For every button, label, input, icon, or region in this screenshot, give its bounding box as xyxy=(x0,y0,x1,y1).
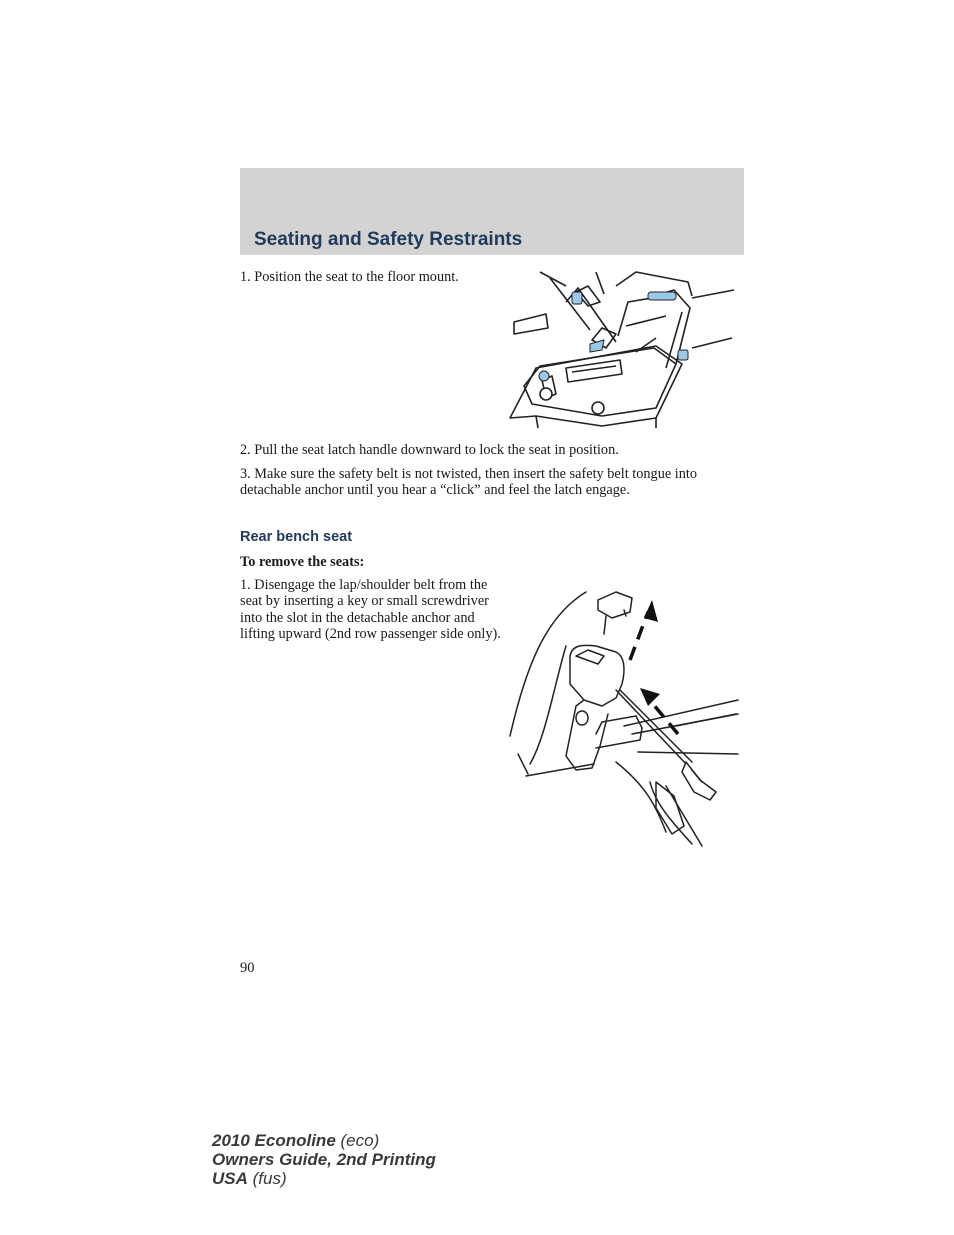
seatbelt-anchor-screwdriver-illustration xyxy=(506,586,742,848)
footer-market-code: (fus) xyxy=(252,1169,287,1188)
footer-line-model xyxy=(212,1131,436,1150)
remove-step-1: 1. Disengage the lap/shoulder belt from the seat by inserting a key or small screwdriver into the slot in the detachable anchor and lifting upward (2nd row passenger side only). xyxy=(240,577,501,642)
install-step-2: 2. Pull the seat latch handle downward to lock the seat in position. xyxy=(240,442,619,458)
seat-floor-mount-illustration xyxy=(506,268,738,428)
install-step-1: 1. Position the seat to the floor mount. xyxy=(240,269,459,285)
footer-market: USA xyxy=(212,1169,248,1188)
footer-guide: Owners Guide, 2nd Printing xyxy=(212,1150,436,1169)
rear-bench-heading: Rear bench seat xyxy=(240,529,353,545)
footer-model-code: (eco) xyxy=(340,1131,380,1150)
footer xyxy=(212,1131,436,1188)
section-title: Seating and Safety Restraints xyxy=(254,229,523,250)
page-number: 90 xyxy=(240,960,255,976)
footer-line-market xyxy=(212,1169,436,1188)
footer-model: 2010 Econoline xyxy=(212,1131,336,1150)
section-header-band xyxy=(240,168,744,255)
remove-seats-heading: To remove the seats: xyxy=(240,554,365,570)
install-step-3: 3. Make sure the safety belt is not twisted, then insert the safety belt tongue into detachable anchor until you hear a “click” and feel the latch engage. xyxy=(240,466,697,499)
